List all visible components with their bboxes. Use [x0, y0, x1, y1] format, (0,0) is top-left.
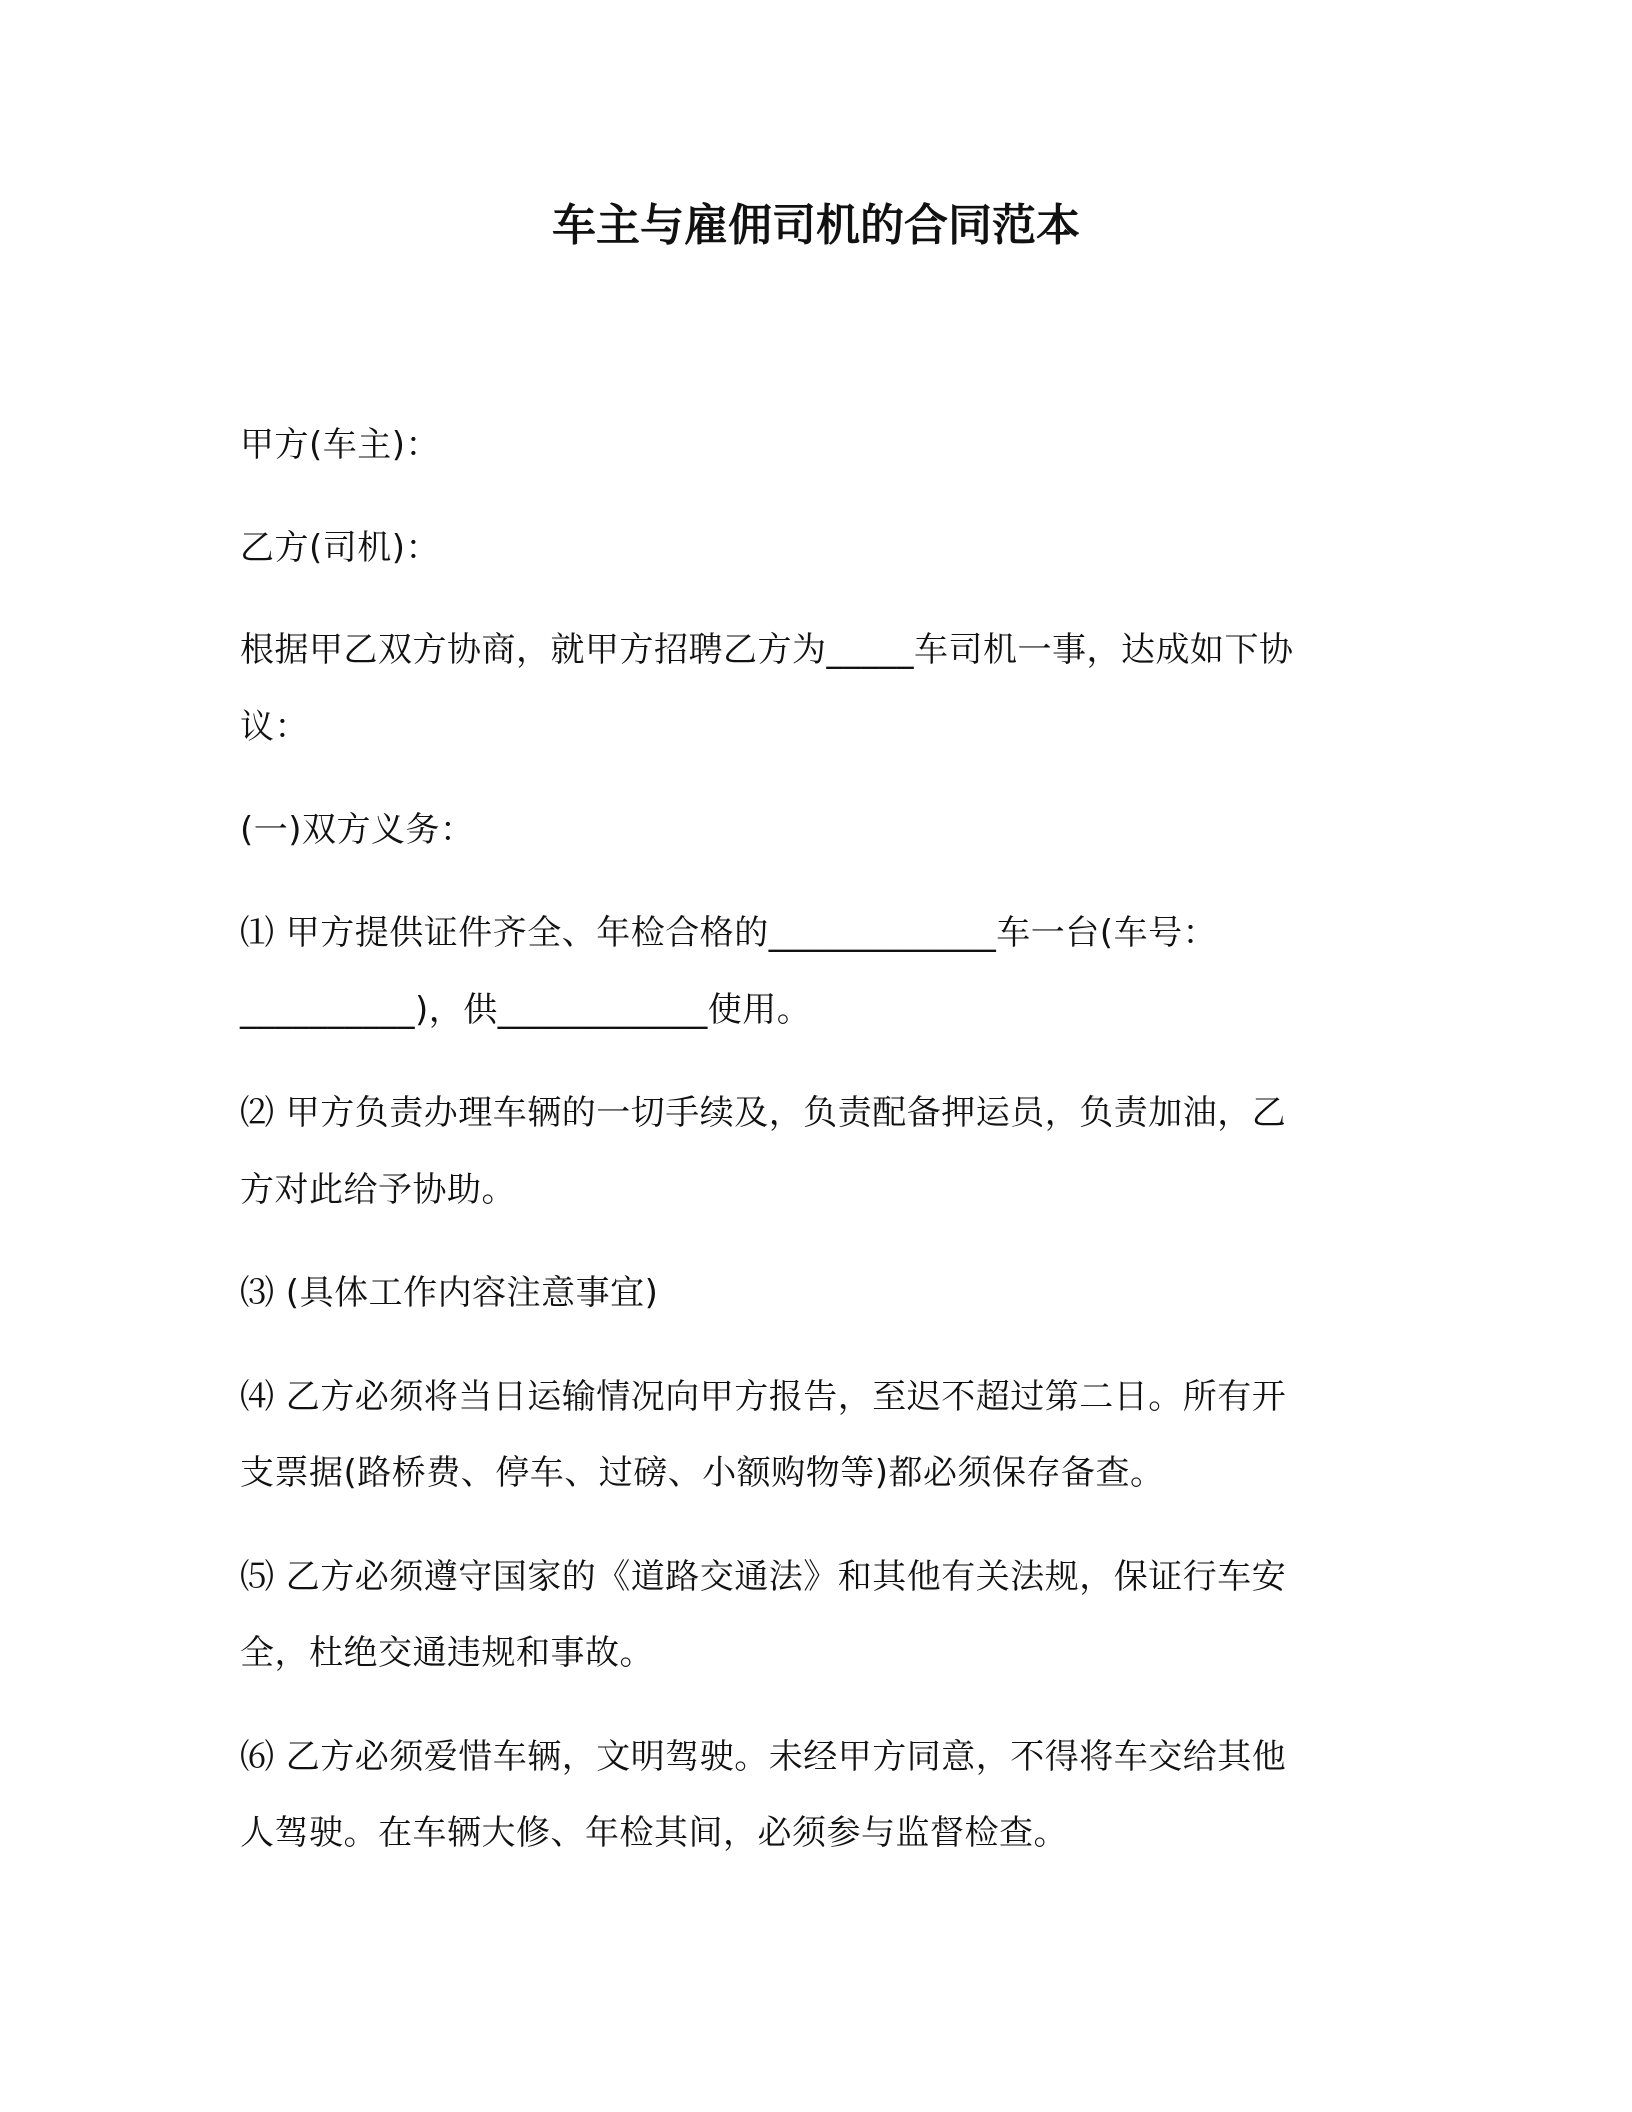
- party-a-label: 甲方(车主)：: [240, 425, 441, 465]
- section-heading: (一)双方义务：: [240, 810, 475, 850]
- intro-line-2: 议：: [240, 707, 309, 747]
- clause-1-line-1: ⑴ 甲方提供证件齐全、年检合格的_____________车一台(车号：: [240, 913, 1218, 953]
- clause-2-line-1: ⑵ 甲方负责办理车辆的一切手续及，负责配备押运员，负责加油，乙: [240, 1093, 1287, 1133]
- clause-4-line-1: ⑷ 乙方必须将当日运输情况向甲方报告，至迟不超过第二日。所有开: [240, 1377, 1287, 1417]
- intro-line-1: 根据甲乙双方协商，就甲方招聘乙方为_____车司机一事，达成如下协: [240, 630, 1294, 670]
- clause-1-line-2: __________)，供____________使用。: [240, 990, 812, 1030]
- clause-5-line-2: 全，杜绝交通违规和事故。: [240, 1633, 654, 1673]
- clause-3-line-1: ⑶ (具体工作内容注意事宜): [240, 1273, 659, 1313]
- clause-2-line-2: 方对此给予协助。: [240, 1170, 516, 1210]
- party-b-label: 乙方(司机)：: [240, 528, 441, 568]
- clause-4-line-2: 支票据(路桥费、停车、过磅、小额购物等)都必须保存备查。: [240, 1453, 1165, 1493]
- document-title: 车主与雇佣司机的合同范本: [552, 200, 1080, 251]
- clause-6-line-1: ⑹ 乙方必须爱惜车辆，文明驾驶。未经甲方同意，不得将车交给其他: [240, 1737, 1287, 1777]
- clause-5-line-1: ⑸ 乙方必须遵守国家的《道路交通法》和其他有关法规，保证行车安: [240, 1557, 1287, 1597]
- clause-6-line-2: 人驾驶。在车辆大修、年检其间，必须参与监督检查。: [240, 1813, 1068, 1853]
